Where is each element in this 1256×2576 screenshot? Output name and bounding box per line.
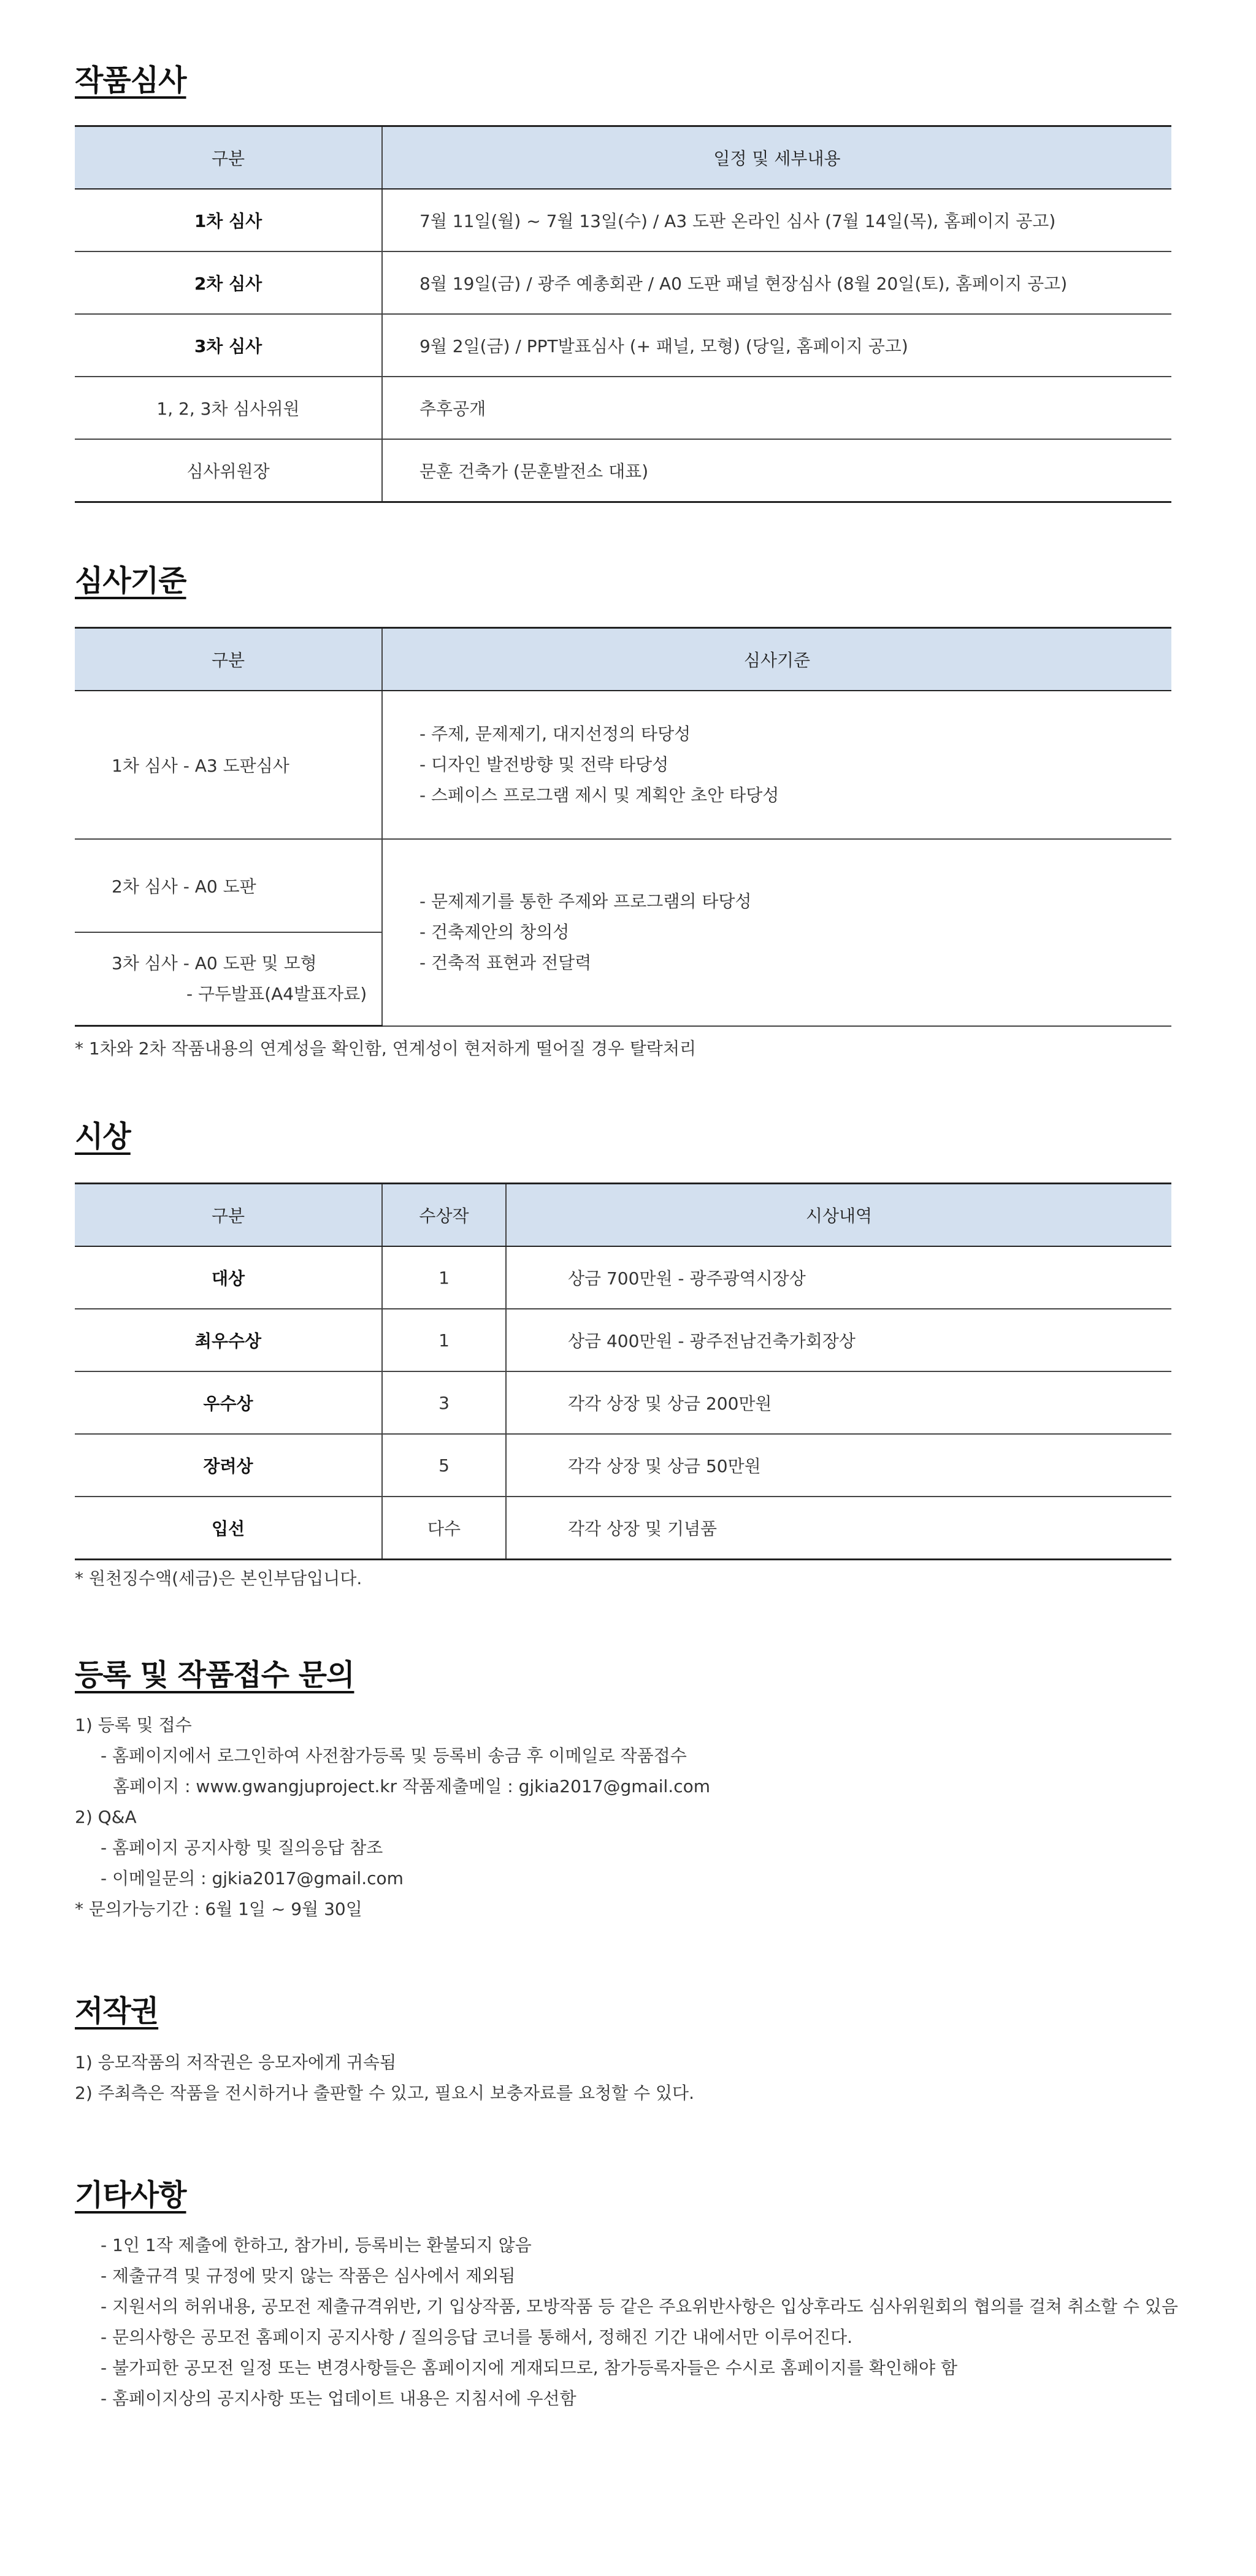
etc-item: - 불가피한 공모전 일정 또는 변경사항들은 홈페이지에 게재되므로, 참가등록자들은 수시로 홈페이지를 확인해야 함 — [101, 2358, 958, 2378]
copyright-info — [75, 2047, 694, 2109]
qna-line: 2) Q&A — [75, 1807, 137, 1827]
section-title-registration: 등록 및 작품접수 문의 — [75, 1658, 354, 1692]
award-name: 최우수상 — [75, 1309, 382, 1371]
table-row — [75, 439, 1171, 502]
criteria-item: - 건축제안의 창의성 — [419, 922, 570, 943]
col-header-count: 수상작 — [382, 1184, 506, 1247]
row-label-line: 3차 심사 - A0 도판 및 모형 — [112, 953, 317, 973]
table-row — [75, 1434, 1171, 1497]
award-name: 우수상 — [75, 1371, 382, 1434]
row-label: 2차 심사 - A0 도판 — [75, 839, 382, 932]
award-prize: 각각 상장 및 상금 50만원 — [506, 1434, 1171, 1497]
award-name: 대상 — [75, 1246, 382, 1309]
row-label: 1차 심사 — [75, 189, 382, 251]
section-title-judging: 작품심사 — [75, 63, 186, 98]
registration-line: 1) 등록 및 접수 — [75, 1715, 192, 1735]
inquiry-period: * 문의가능기간 : 6월 1일 ~ 9월 30일 — [75, 1899, 362, 1919]
section-title-awards: 시상 — [75, 1119, 131, 1154]
etc-list — [75, 2230, 1178, 2414]
table-row — [75, 1246, 1171, 1309]
row-detail: 9월 2일(금) / PPT발표심사 (+ 패널, 모형) (당일, 홈페이지 공고) — [382, 314, 1171, 377]
copyright-line: 1) 응모작품의 저작권은 응모자에게 귀속됨 — [75, 2052, 397, 2072]
awards-table — [75, 1183, 1171, 1560]
criteria-list — [382, 691, 1171, 839]
judging-schedule-table — [75, 125, 1171, 503]
table-row — [75, 189, 1171, 251]
row-label: 1, 2, 3차 심사위원 — [75, 377, 382, 439]
col-header-prize: 시상내역 — [506, 1184, 1171, 1247]
criteria-item: - 건축적 표현과 전달력 — [419, 953, 592, 973]
row-label — [75, 932, 382, 1026]
award-count: 1 — [382, 1309, 506, 1371]
row-label: 3차 심사 — [75, 314, 382, 377]
section-title-copyright: 저작권 — [75, 1994, 159, 2028]
award-prize: 각각 상장 및 기념품 — [506, 1497, 1171, 1560]
award-count: 3 — [382, 1371, 506, 1434]
etc-item: - 홈페이지상의 공지사항 또는 업데이트 내용은 지침서에 우선함 — [101, 2388, 576, 2409]
table-header-row — [75, 628, 1171, 691]
award-prize: 상금 700만원 - 광주광역시장상 — [506, 1246, 1171, 1309]
section-title-criteria: 심사기준 — [75, 564, 186, 598]
qna-line: - 홈페이지 공지사항 및 질의응답 참조 — [101, 1838, 383, 1858]
criteria-item: - 디자인 발전방향 및 전략 타당성 — [419, 754, 669, 775]
award-count: 다수 — [382, 1497, 506, 1560]
row-detail: 문훈 건축가 (문훈발전소 대표) — [382, 439, 1171, 502]
criteria-item: - 주제, 문제제기, 대지선정의 타당성 — [419, 724, 691, 744]
col-header-category: 구분 — [75, 126, 382, 190]
awards-note: * 원천징수액(세금)은 본인부담입니다. — [75, 1568, 362, 1589]
table-row — [75, 1497, 1171, 1560]
row-label: 2차 심사 — [75, 251, 382, 314]
section-title-etc: 기타사항 — [75, 2178, 186, 2212]
etc-item: - 문의사항은 공모전 홈페이지 공지사항 / 질의응답 코너를 통해서, 정해진 기간 내에서만 이루어진다. — [101, 2327, 853, 2347]
etc-item: - 지원서의 허위내용, 공모전 제출규격위반, 기 입상작품, 모방작품 등 같은 주요위반사항은 입상후라도 심사위원회의 협의를 걸쳐 취소할 수 있음 — [101, 2296, 1178, 2317]
table-row — [75, 1371, 1171, 1434]
registration-info — [75, 1710, 710, 1925]
criteria-table — [75, 627, 1171, 1027]
etc-item: - 1인 1작 제출에 한하고, 참가비, 등록비는 환불되지 않음 — [101, 2235, 532, 2255]
award-count: 5 — [382, 1434, 506, 1497]
qna-email: - 이메일문의 : gjkia2017@gmail.com — [101, 1868, 404, 1888]
etc-item: - 제출규격 및 규정에 맞지 않는 작품은 심사에서 제외됨 — [101, 2266, 516, 2286]
criteria-note: * 1차와 2차 작품내용의 연계성을 확인함, 연계성이 현저하게 떨어질 경우 탈락처리 — [75, 1038, 697, 1059]
table-row — [75, 377, 1171, 439]
criteria-item: - 문제제기를 통한 주제와 프로그램의 타당성 — [419, 891, 752, 912]
criteria-list — [382, 839, 1171, 1026]
col-header-schedule: 일정 및 세부내용 — [382, 126, 1171, 190]
table-row — [75, 691, 1171, 839]
row-detail: 추후공개 — [382, 377, 1171, 439]
award-prize: 각각 상장 및 상금 200만원 — [506, 1371, 1171, 1434]
row-label: 심사위원장 — [75, 439, 382, 502]
copyright-line: 2) 주최측은 작품을 전시하거나 출판할 수 있고, 필요시 보충자료를 요청할 수 있다. — [75, 2083, 694, 2103]
table-row — [75, 314, 1171, 377]
row-detail: 7월 11일(월) ~ 7월 13일(수) / A3 도판 온라인 심사 (7월 14일(목), 홈페이지 공고) — [382, 189, 1171, 251]
table-header-row — [75, 1184, 1171, 1247]
row-label-line: - 구두발표(A4발표자료) — [186, 984, 367, 1004]
award-name: 입선 — [75, 1497, 382, 1560]
table-row — [75, 251, 1171, 314]
award-prize: 상금 400만원 - 광주전남건축가회장상 — [506, 1309, 1171, 1371]
row-label: 1차 심사 - A3 도판심사 — [75, 691, 382, 839]
col-header-criteria: 심사기준 — [382, 628, 1171, 691]
row-detail: 8월 19일(금) / 광주 예총회관 / A0 도판 패널 현장심사 (8월 20일(토), 홈페이지 공고) — [382, 251, 1171, 314]
criteria-item: - 스페이스 프로그램 제시 및 계획안 초안 타당성 — [419, 785, 779, 805]
registration-line: - 홈페이지에서 로그인하여 사전참가등록 및 등록비 송금 후 이메일로 작품접수 — [101, 1746, 687, 1766]
award-count: 1 — [382, 1246, 506, 1309]
col-header-category: 구분 — [75, 1184, 382, 1247]
registration-contact: 홈페이지 : www.gwangjuproject.kr 작품제출메일 : gjkia2017@gmail.com — [113, 1776, 710, 1796]
table-row — [75, 1309, 1171, 1371]
table-row — [75, 839, 1171, 932]
table-header-row — [75, 126, 1171, 190]
award-name: 장려상 — [75, 1434, 382, 1497]
col-header-category: 구분 — [75, 628, 382, 691]
